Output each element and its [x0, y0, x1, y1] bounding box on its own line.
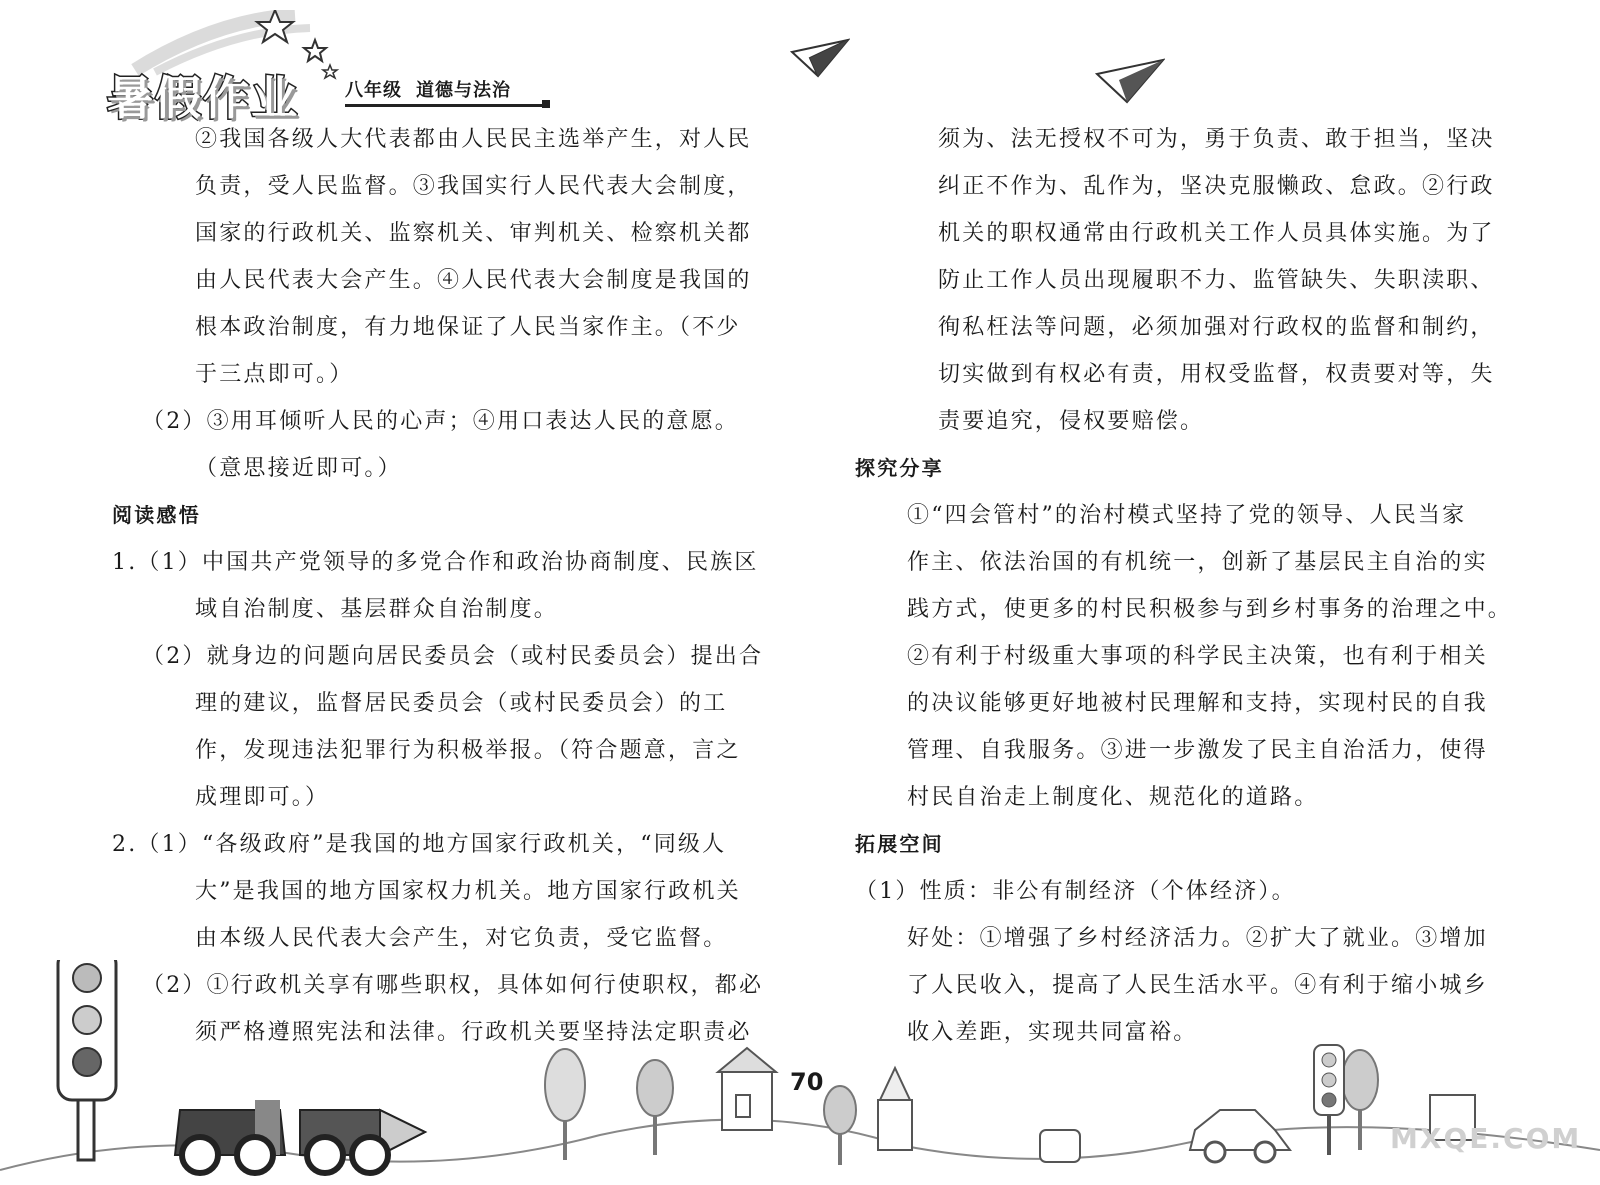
pencil-car-icon [300, 1110, 425, 1173]
text-line: （2）①行政机关享有哪些职权，具体如何行使职权，都必 [142, 973, 764, 998]
book-car-icon [175, 1100, 285, 1173]
text-line: （意思接近即可。） [195, 456, 402, 481]
text-line: 国家的行政机关、监察机关、审判机关、检察机关都 [195, 221, 752, 246]
text-line: 由本级人民代表大会产生，对它负责，受它监督。 [195, 926, 728, 951]
text-line: 于三点即可。） [195, 362, 354, 387]
page-header [95, 20, 555, 125]
text-line: 成理即可。） [195, 785, 330, 810]
right-column [855, 116, 1535, 1056]
text-line: 好处：①增强了乡村经济活力。②扩大了就业。③增加 [907, 926, 1488, 951]
text-line: ①“四会管村”的治村模式坚持了党的领导、人民当家 [907, 503, 1467, 528]
text-line: 作，发现违法犯罪行为积极举报。（符合题意，言之 [195, 738, 741, 763]
text-line: 负责，受人民监督。③我国实行人民代表大会制度， [195, 174, 752, 199]
watermark: MXQE.COM [1390, 1122, 1582, 1155]
text-line: 纠正不作为、乱作为，坚决克服懒政、怠政。②行政 [938, 174, 1495, 199]
text-line: 了人民收入，提高了人民生活水平。④有利于缩小城乡 [907, 973, 1488, 998]
traffic-light-icon [58, 960, 116, 1160]
text-line: 徇私枉法等问题，必须加强对行政权的监督和制约， [938, 315, 1495, 340]
text-line: 2.（1）“各级政府”是我国的地方国家行政机关，“同级人 [112, 832, 727, 857]
text-line: 村民自治走上制度化、规范化的道路。 [907, 785, 1319, 810]
text-line: 大”是我国的地方国家权力机关。地方国家行政机关 [195, 879, 741, 904]
text-line: （2）就身边的问题向居民委员会（或村民委员会）提出合 [142, 644, 764, 669]
section-heading-extend: 拓展空间 [855, 832, 944, 856]
text-line: 须严格遵照宪法和法律。行政机关要坚持法定职责必 [195, 1020, 752, 1045]
car-icon [1190, 1110, 1290, 1162]
text-line: 1.（1）中国共产党领导的多党合作和政治协商制度、民族区 [112, 550, 759, 575]
text-line: 管理、自我服务。③进一步激发了民主自治活力，使得 [907, 738, 1488, 763]
text-line: 践方式，使更多的村民积极参与到乡村事务的治理之中。 [907, 597, 1513, 622]
logo-text: 暑假作业 [107, 71, 299, 125]
text-line: 的决议能够更好地被村民理解和支持，实现村民的自我 [907, 691, 1488, 716]
section-heading-explore: 探究分享 [855, 456, 944, 480]
header-underline [345, 104, 545, 107]
text-line: 由人民代表大会产生。④人民代表大会制度是我国的 [195, 268, 752, 293]
text-line: 作主、依法治国的有机统一，创新了基层民主自治的实 [907, 550, 1488, 575]
text-line: ②我国各级人大代表都由人民民主选举产生，对人民 [195, 127, 752, 152]
paper-plane-icon [790, 38, 850, 78]
traffic-light-icon-2 [1314, 1045, 1344, 1155]
left-column [112, 116, 782, 1056]
grade-label: 八年级 [345, 80, 402, 101]
text-line: （2）③用耳倾听人民的心声；④用口表达人民的意愿。 [142, 409, 739, 434]
text-line: 收入差距，实现共同富裕。 [907, 1020, 1198, 1045]
text-line: 责要追究，侵权要赔偿。 [938, 409, 1205, 434]
subject-label: 道德与法治 [416, 80, 511, 101]
text-line: 防止工作人员出现履职不力、监管缺失、失职渎职、 [938, 268, 1495, 293]
section-heading-reading: 阅读感悟 [112, 503, 201, 527]
text-line: 须为、法无授权不可为，勇于负责、敢于担当，坚决 [938, 127, 1495, 152]
page-number: 70 [790, 1068, 824, 1096]
text-line: 域自治制度、基层群众自治制度。 [195, 597, 559, 622]
header-underline-dot [542, 100, 550, 108]
header-subtitle [345, 76, 511, 102]
text-line: 机关的职权通常由行政机关工作人员具体实施。为了 [938, 221, 1495, 246]
text-line: 理的建议，监督居民委员会（或村民委员会）的工 [195, 691, 728, 716]
text-line: （1）性质：非公有制经济（个体经济）。 [855, 879, 1296, 904]
paper-plane-icon-2 [1095, 58, 1165, 104]
text-line: 切实做到有权必有责，用权受监督，权责要对等，失 [938, 362, 1495, 387]
text-line: 根本政治制度，有力地保证了人民当家作主。（不少 [195, 315, 741, 340]
text-line: ②有利于村级重大事项的科学民主决策，也有利于相关 [907, 644, 1488, 669]
